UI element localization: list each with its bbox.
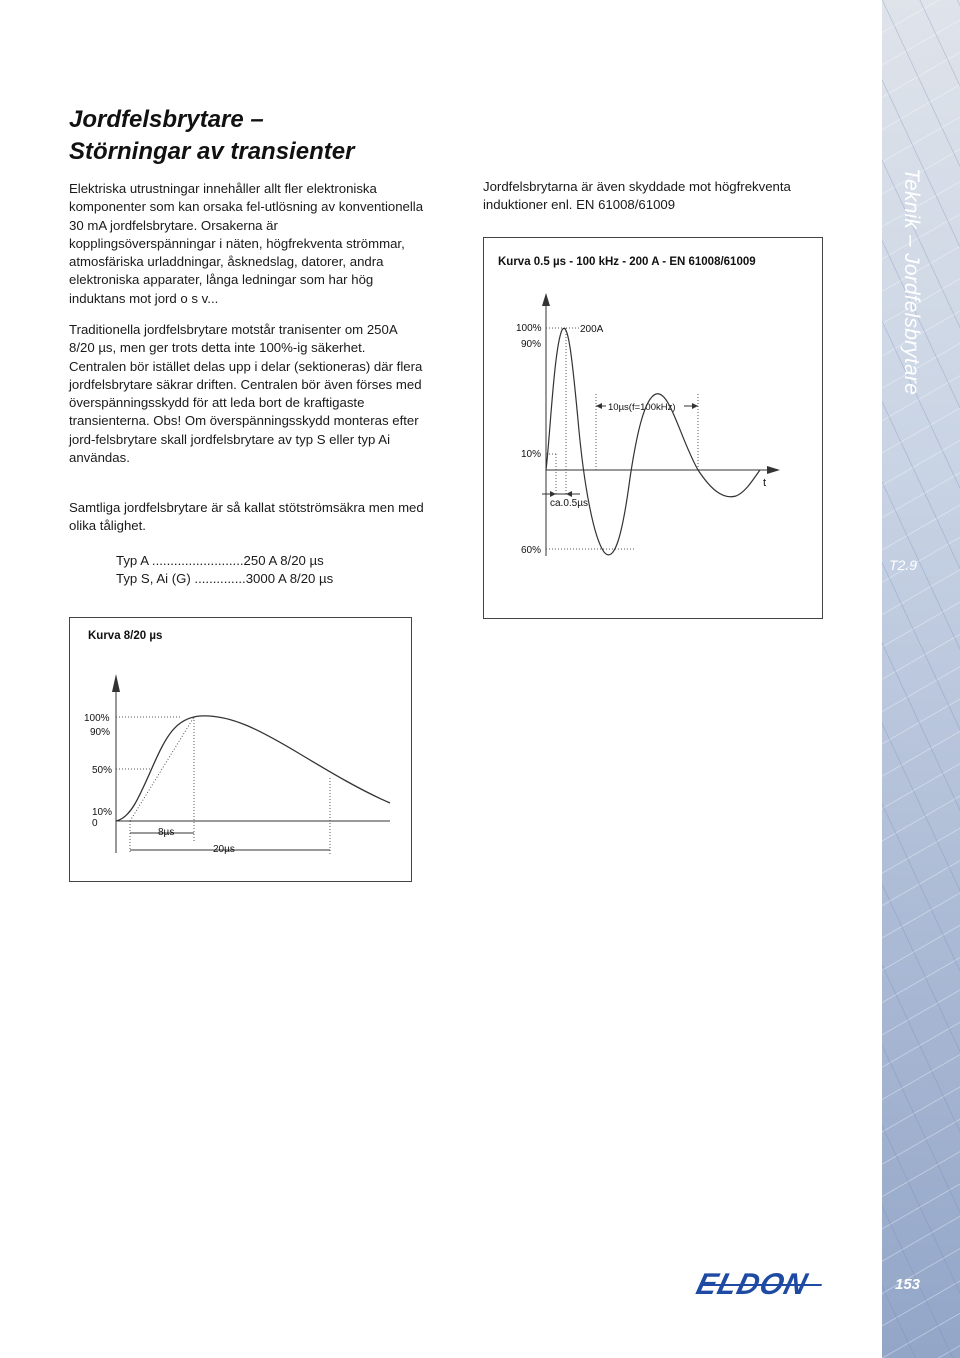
type-s-line: Typ S, Ai (G) ..............3000 A 8/20 µs [116,571,334,586]
tick-label-10: 10% [521,449,542,460]
period-arrow-left [596,403,602,409]
tick-label-10: 10% [92,807,113,818]
series-line-0 [116,716,390,821]
type-a-line: Typ A .........................250 A 8/20 µs [116,553,324,568]
label-period: 10µs(f=100kHz) [608,402,676,413]
chart-title: Kurva 8/20 µs [88,630,163,642]
y-axis-arrow [542,293,550,306]
impulse-chart [69,617,412,882]
label-200a: 200A [580,324,604,335]
dim-05-arrowhead-left [550,491,556,497]
tradition-paragraph: Traditionella jordfelsbrytare motstår tranisenter om 250A 8/20 µs, men ger trots detta inte 100%-ig säkerhet. Centralen bör istället delas upp i delar (sektioneras) där flera jordfelsbrytare säkrar driften. Centralen bör även förses med överspänningsskydd för att leda bort de kraftigaste transienterna. Obs! Om överspänningsskydd monteras efter jord-felsbrytare skall jordfelsbrytare av typ S eller typ Ai användas. [69,322,423,466]
tick-label-60: 60% [521,545,542,556]
dim-05-arrowhead-right [566,491,572,497]
tick-label-90: 90% [521,339,542,350]
ring-wave-chart [483,237,823,619]
eldon-logo: ELDON [693,1268,812,1301]
chart-title: Kurva 0.5 µs - 100 kHz - 200 A - EN 61008/61009 [498,256,756,268]
tick-label-90: 90% [90,727,111,738]
intro-paragraph: Elektriska utrustningar innehåller allt fler elektroniska komponenter som kan orsaka fel-utlösning av konventionella 30 mA jordfelsbrytare. Orsakerna är kopplingsöverspänningar i näten, högfrekventa strömmar, atmosfäriska urladdningar, åsknedslag, datorer, andra elektroniska apparater, långa ledningar som har hög induktans mot jord o s v... [69,181,424,306]
sidebar-title: Teknik – Jordfelsbrytare [900,168,923,395]
series-line-0 [546,328,760,555]
hf-paragraph: Jordfelsbrytarna är även skyddade mot högfrekventa induktioner enl. EN 61008/61009 [483,179,791,213]
surge-paragraph: Samtliga jordfelsbrytare är så kallat stötströmsäkra men med olika tålighet. [69,500,424,534]
period-arrow-right [692,403,698,409]
tick-label-0: 0 [92,818,98,829]
label-ca05: ca.0.5µs [550,498,589,509]
tick-label-100: 100% [516,323,542,334]
y-axis-arrow [112,674,120,692]
title-line-1: Jordfelsbrytare – [69,106,264,133]
title-line-2: Störningar av transienter [69,138,355,165]
label-8us: 8µs [158,827,175,838]
page-title [69,104,354,168]
label-20us: 20µs [213,844,235,855]
x-axis-arrow [767,466,780,474]
section-code: T2.9 [889,557,918,573]
tick-label-50: 50% [92,765,113,776]
x-axis-label: t [763,477,767,489]
tick-label-100: 100% [84,713,110,724]
page-number: 153 [895,1276,921,1293]
